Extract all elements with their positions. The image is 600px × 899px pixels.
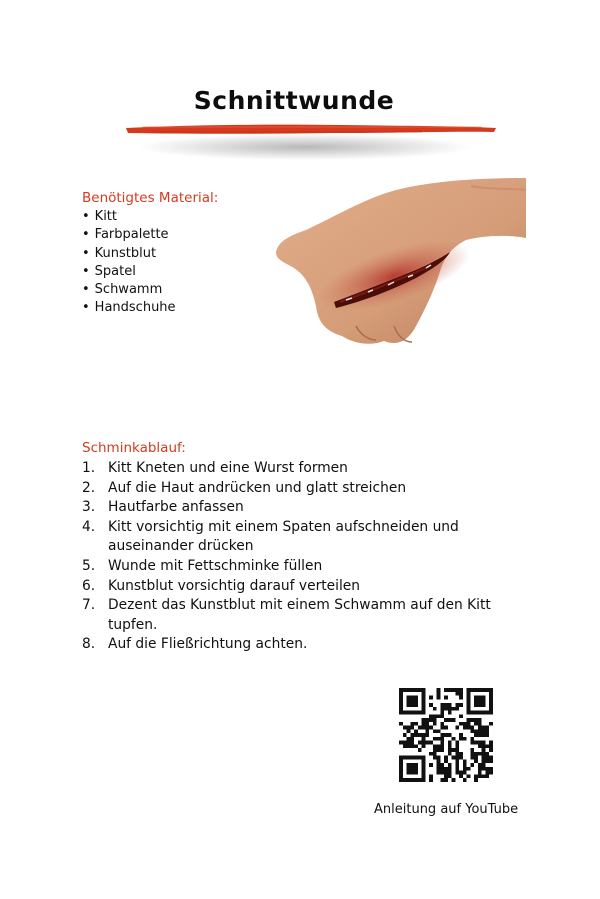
list-item: 6. Kunstblut vorsichtig darauf verteilen <box>82 577 361 594</box>
title-brush-stroke <box>122 120 498 154</box>
list-item: 1. Kitt Kneten und eine Wurst formen <box>82 460 348 476</box>
list-item: • Handschuhe <box>82 299 176 317</box>
page-title: Schnittwunde <box>193 86 395 115</box>
list-item: 2. Auf die Haut andrücken und glatt streichen <box>82 479 407 496</box>
list-item: 3. Hautfarbe anfassen <box>82 499 244 516</box>
qr-caption: Anleitung auf YouTube <box>374 802 519 817</box>
list-item: 8. Auf die Fließrichtung achten. <box>82 636 308 653</box>
list-item: • Kunstblut <box>82 245 176 263</box>
list-item: 5. Wunde mit Fettschminke füllen <box>82 557 323 574</box>
cut-wound-hand-photo <box>276 176 526 348</box>
steps-list <box>82 459 512 655</box>
list-item: • Kitt <box>82 208 176 226</box>
list-item: • Farbpalette <box>82 226 176 244</box>
list-item: • Schwamm <box>82 281 176 299</box>
list-item: 7. Dezent das Kunstblut mit einem Schwamm auf den Kitt tupfen. <box>82 597 491 633</box>
list-item: 4. Kitt vorsichtig mit einem Spaten aufschneiden und auseinander drücken <box>82 518 459 555</box>
list-item: • Spatel <box>82 263 176 281</box>
steps-heading: Schminkablauf: <box>82 440 186 456</box>
youtube-qr-code[interactable] <box>399 688 493 782</box>
materials-list <box>82 208 176 318</box>
materials-heading: Benötigtes Material: <box>82 190 219 206</box>
